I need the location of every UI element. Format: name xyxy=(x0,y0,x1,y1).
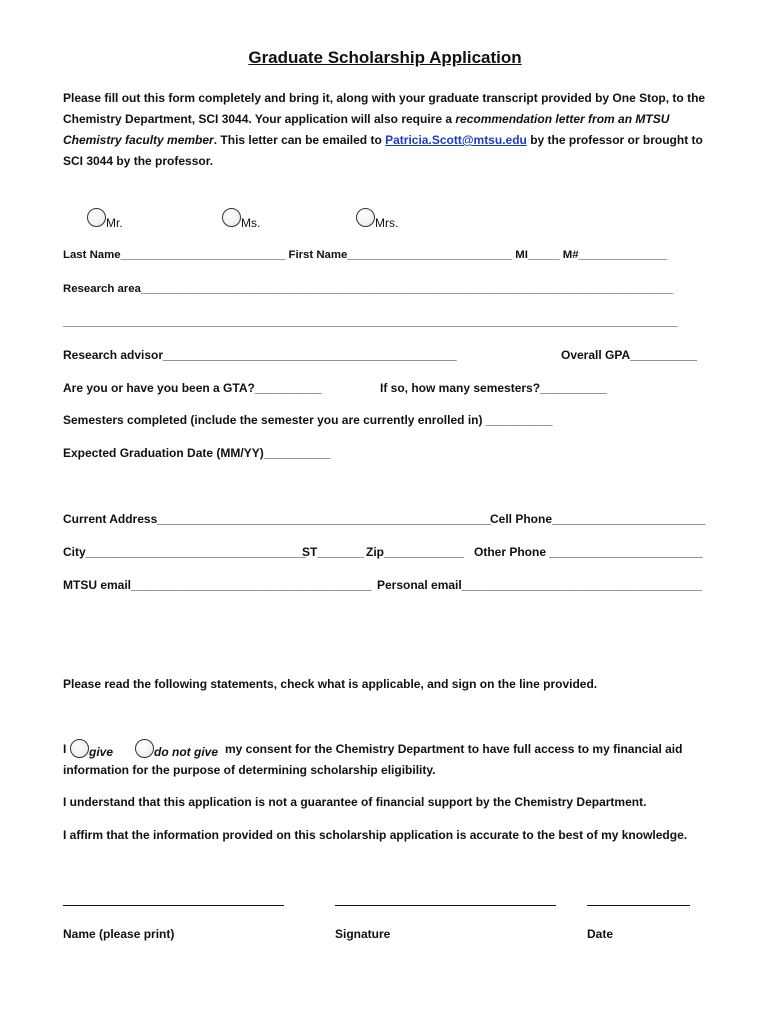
intro-text-3: by the professor or brought to SCI 3044 by the professor. xyxy=(63,133,703,168)
research-area-field[interactable]: Research area____________________________________________________________________________________ xyxy=(63,283,674,295)
gpa-field[interactable]: Overall GPA__________ xyxy=(561,348,697,362)
email-link[interactable]: Patricia.Scott@mtsu.edu xyxy=(385,133,527,147)
gta-semesters-field[interactable]: If so, how many semesters?__________ xyxy=(380,381,607,395)
radio-do-not-give[interactable] xyxy=(135,739,154,758)
date-label: Date xyxy=(587,927,614,941)
gta-field[interactable]: Are you or have you been a GTA?__________ xyxy=(63,381,322,395)
zip-field[interactable]: Zip____________ xyxy=(366,545,465,559)
name-row-field[interactable]: Last Name__________________________ First Name__________________________ MI_____ M#______________ xyxy=(63,249,668,261)
intro-paragraph xyxy=(63,88,713,172)
intro-emphasis: recommendation letter from an MTSU Chemistry faculty member xyxy=(63,112,670,147)
salutation-ms[interactable] xyxy=(222,208,261,230)
consent-text-line2: information for the purpose of determining scholarship eligibility. xyxy=(63,763,436,777)
salutation-mr[interactable] xyxy=(87,208,123,230)
radio-mr[interactable] xyxy=(87,208,106,227)
statements-instruction: Please read the following statements, check what is applicable, and sign on the line provided. xyxy=(63,677,598,691)
affirm-statement: I affirm that the information provided on this scholarship application is accurate to the best of my knowledge. xyxy=(63,828,688,842)
salutation-ms-label: Ms. xyxy=(241,215,261,230)
signature-label: Signature xyxy=(335,927,391,941)
signature-line[interactable] xyxy=(335,905,556,906)
name-signature-line[interactable] xyxy=(63,905,284,906)
consent-prefix: I xyxy=(63,742,67,756)
cell-phone-field[interactable]: Cell Phone_______________________ xyxy=(490,512,706,526)
other-phone-field[interactable]: Other Phone _______________________ xyxy=(474,545,703,559)
consent-give-option[interactable] xyxy=(70,739,113,758)
radio-mrs[interactable] xyxy=(356,208,375,227)
salutation-mr-label: Mr. xyxy=(106,215,123,230)
research-area-continued-field[interactable]: _________________________________________________________________________________________________ xyxy=(63,316,678,328)
salutation-mrs-label: Mrs. xyxy=(375,215,399,230)
give-label: give xyxy=(89,744,114,759)
radio-give[interactable] xyxy=(70,739,89,758)
state-field[interactable]: ST_______ xyxy=(302,545,365,559)
do-not-give-label: do not give xyxy=(154,744,218,759)
city-field[interactable]: City_________________________________ xyxy=(63,545,306,559)
consent-do-not-give-option[interactable] xyxy=(135,739,218,758)
graduation-date-field[interactable]: Expected Graduation Date (MM/YY)__________ xyxy=(63,446,331,460)
page-title: Graduate Scholarship Application xyxy=(248,48,522,67)
advisor-field[interactable]: Research advisor____________________________________________ xyxy=(63,348,457,362)
semesters-completed-field[interactable]: Semesters completed (include the semester you are currently enrolled in) __________ xyxy=(63,413,553,427)
date-line[interactable] xyxy=(587,905,690,906)
personal-email-field[interactable]: Personal email____________________________________ xyxy=(377,578,702,592)
consent-text: my consent for the Chemistry Department to have full access to my financial aid xyxy=(225,742,683,756)
salutation-mrs[interactable] xyxy=(356,208,399,230)
intro-text: Please fill out this form completely and bring it, along with your graduate transcript provided by One Stop, to the Chemistry Department, SCI 3044. Your application will also require a xyxy=(63,91,706,126)
address-field[interactable]: Current Address__________________________________________________ xyxy=(63,512,491,526)
intro-text-2: . This letter can be emailed to xyxy=(213,133,386,147)
mtsu-email-field[interactable]: MTSU email____________________________________ xyxy=(63,578,372,592)
name-print-label: Name (please print) xyxy=(63,927,175,941)
radio-ms[interactable] xyxy=(222,208,241,227)
guarantee-statement: I understand that this application is not a guarantee of financial support by the Chemistry Department. xyxy=(63,795,647,809)
